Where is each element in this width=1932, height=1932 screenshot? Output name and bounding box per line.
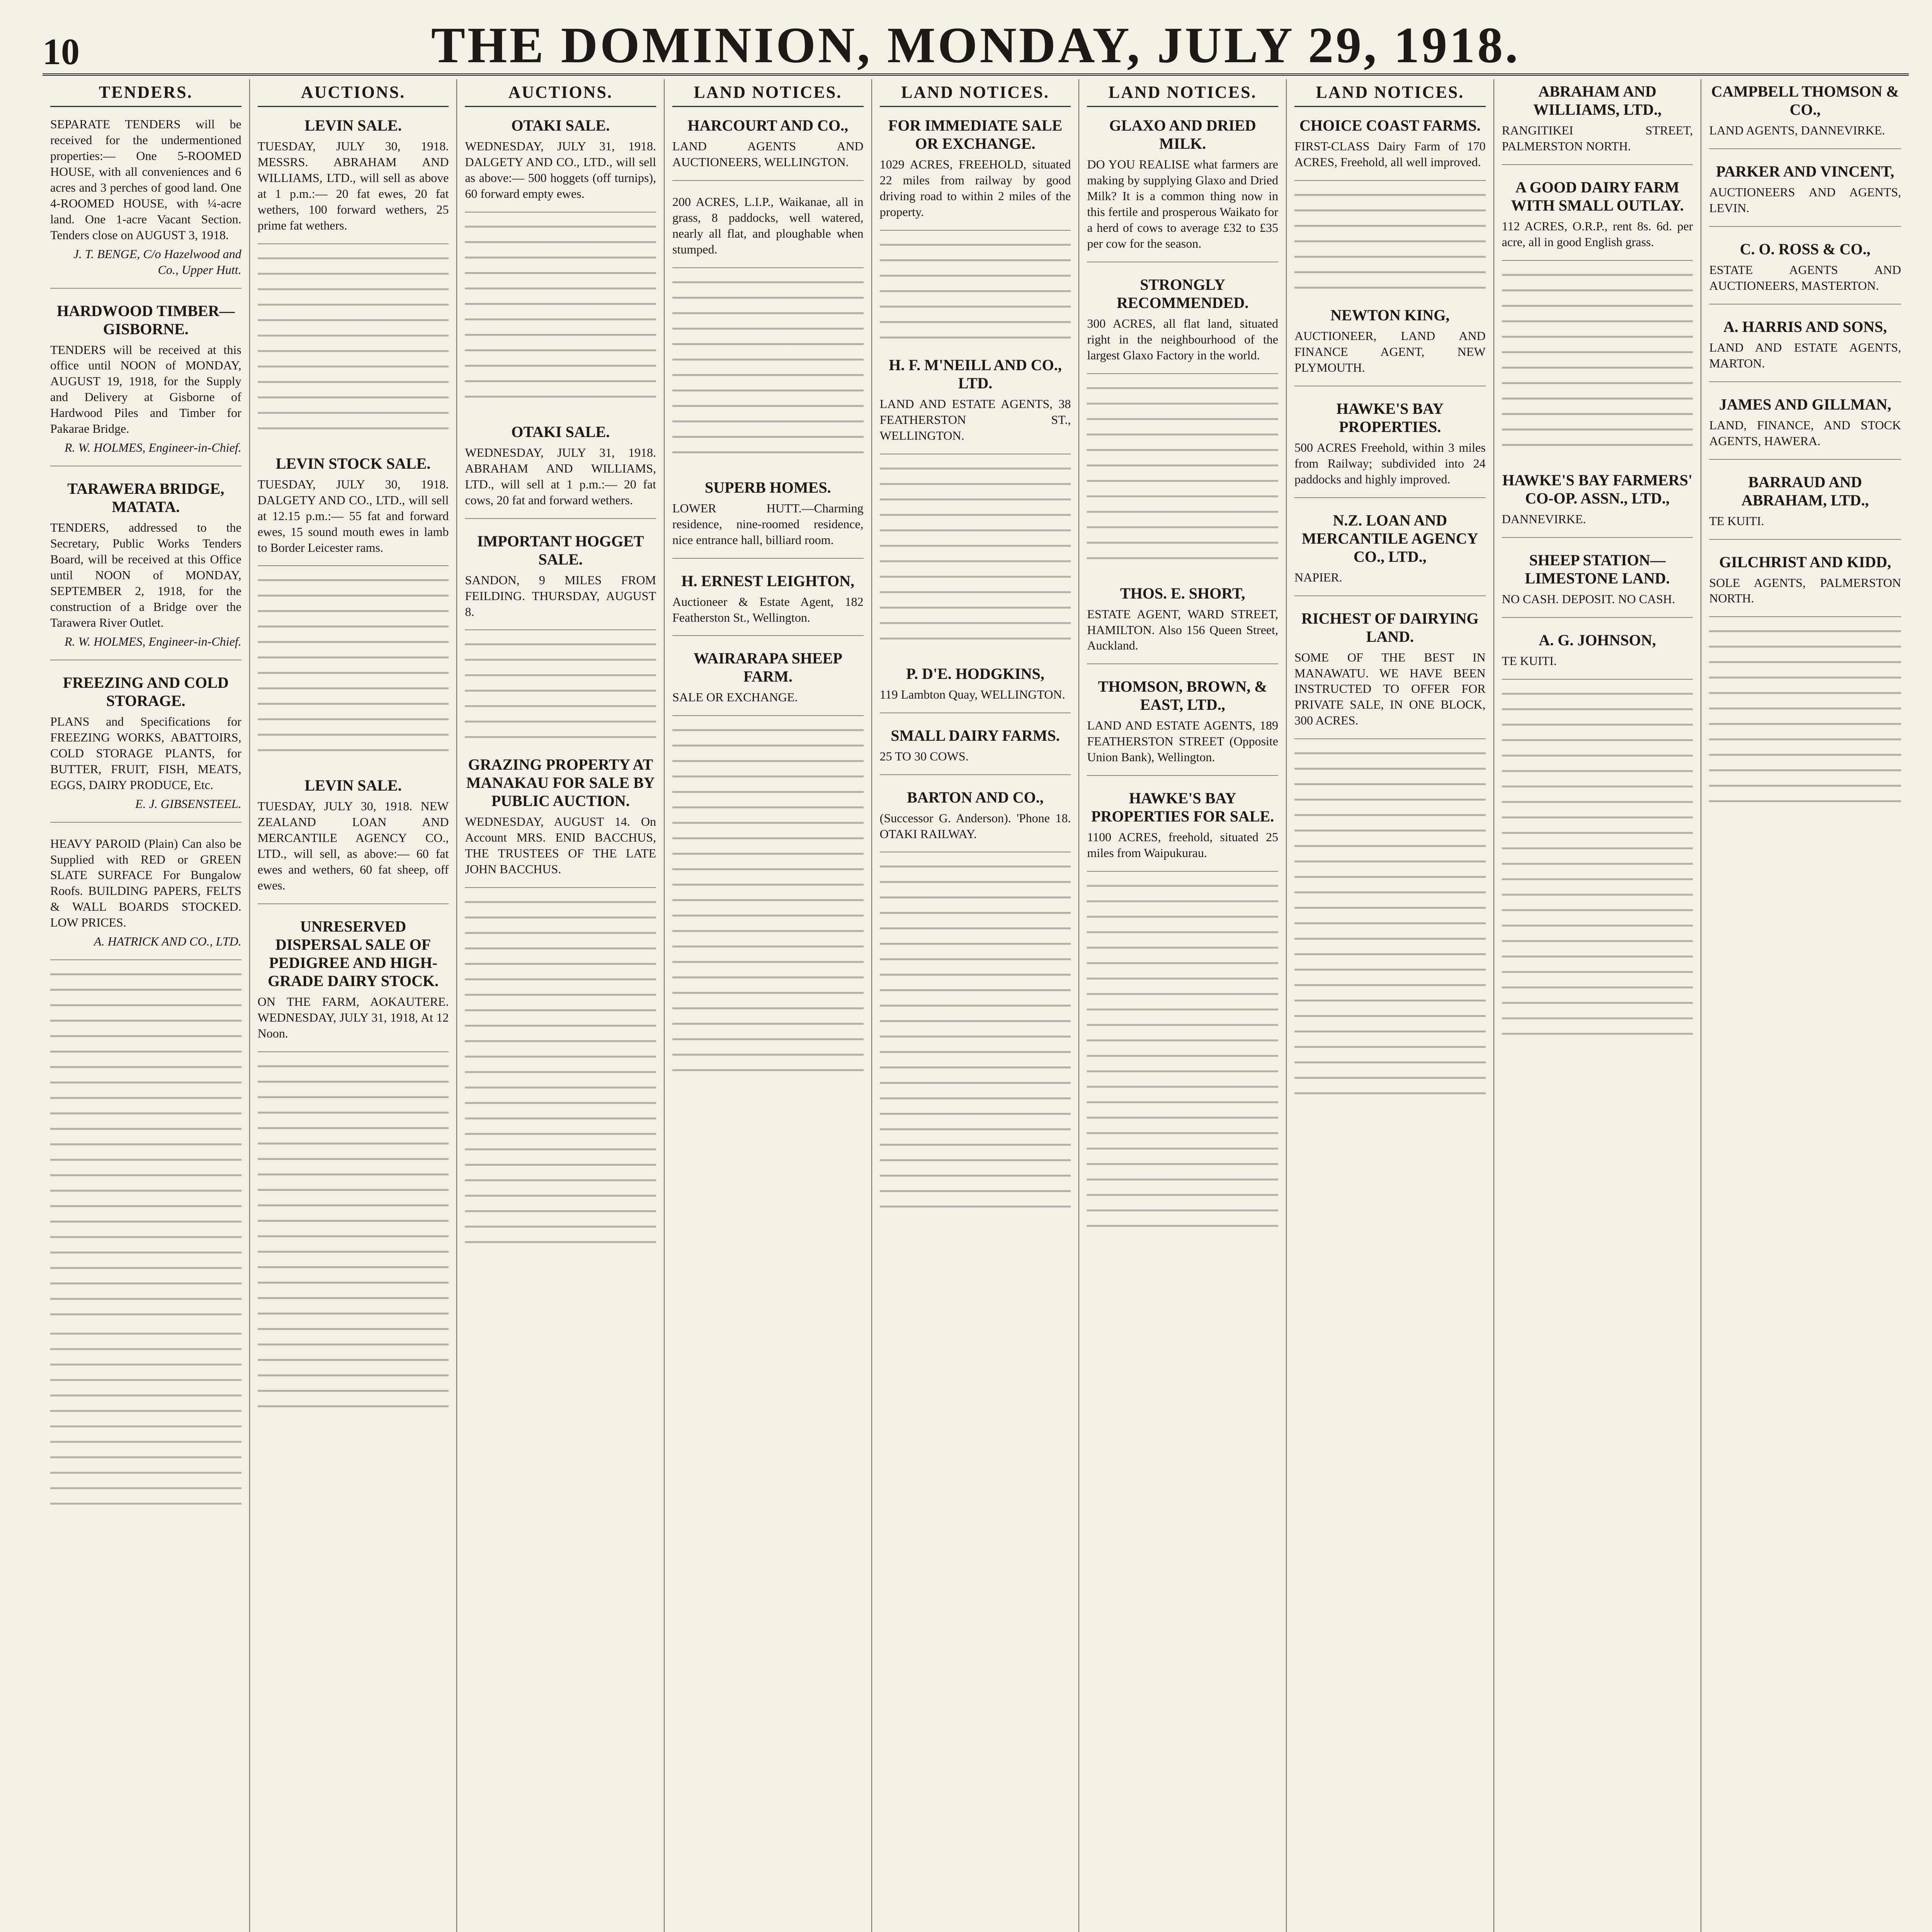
masthead: [43, 15, 1909, 76]
ad-body: 25 TO 30 COWS.: [879, 749, 969, 763]
column-land-notices-1: [665, 79, 872, 1932]
advertisement: [672, 572, 864, 636]
advertisement: [880, 788, 1071, 853]
ad-body: AUCTIONEERS AND AGENTS, LEVIN.: [1709, 185, 1901, 215]
advertisement: [1709, 473, 1901, 540]
column-heading: LAND NOTICES.: [880, 82, 1071, 107]
ad-title: C. O. ROSS & CO.,: [1740, 240, 1871, 258]
ad-title: STRONGLY RECOMMENDED.: [1117, 276, 1249, 311]
ad-title: OTAKI SALE.: [511, 423, 610, 440]
advertisement: [1709, 82, 1901, 149]
advertisement: [1502, 551, 1693, 618]
ad-title: A. G. JOHNSON,: [1539, 631, 1656, 649]
ad-body: RANGITIKEI STREET, PALMERSTON NORTH.: [1502, 123, 1693, 153]
column-auctions-2: [457, 79, 665, 1932]
advertisement: [1709, 553, 1901, 617]
column-heading: AUCTIONS.: [258, 82, 449, 107]
ad-body: PLANS and Specifications for FREEZING WORKS, ABATTOIRS, COLD STORAGE PLANTS, for BUTTER, FRUIT, FISH, MEATS, EGGS, DAIRY PRODUCE, Etc.: [50, 714, 242, 792]
ad-title: IMPORTANT HOGGET SALE.: [477, 532, 644, 568]
ad-title: GLAXO AND DRIED MILK.: [1109, 117, 1256, 152]
fine-print-block: [50, 1333, 242, 1518]
ad-body: (Successor G. Anderson). 'Phone 18. OTAKI RAILWAY.: [879, 811, 1071, 841]
fine-print-block: [1087, 885, 1278, 1233]
advertisement: [1087, 677, 1278, 776]
ad-body: DO YOU REALISE what farmers are making by supplying Glaxo and Dried Milk? It is a common thing now in this fertile and prosperous Waikato for a herd of cows to average £32 to £35 per cow for the season.: [1087, 157, 1278, 250]
ad-signature: E. J. GIBSENSTEEL.: [135, 796, 242, 811]
ad-body: Auctioneer & Estate Agent, 182 Featherston St., Wellington.: [672, 594, 864, 624]
ad-title: ABRAHAM AND WILLIAMS, LTD.,: [1533, 83, 1662, 118]
advertisement: [1502, 82, 1693, 165]
fine-print-block: [1502, 274, 1693, 459]
ad-body: LAND AGENTS AND AUCTIONEERS, WELLINGTON.: [672, 139, 864, 169]
ad-title: H. F. M'NEILL AND CO., LTD.: [889, 356, 1062, 392]
fine-print-block: [880, 244, 1071, 344]
ad-title: BARRAUD AND ABRAHAM, LTD.,: [1741, 473, 1869, 509]
ad-signature: J. T. BENGE, C/o Hazelwood and Co., Upper Hutt.: [73, 247, 242, 277]
ad-body: WEDNESDAY, AUGUST 14. On Account MRS. ENID BACCHUS, THE TRUSTEES OF THE LATE JOHN BACCHUS.: [465, 815, 656, 876]
fine-print-block: [258, 579, 449, 765]
fine-print-block: [1294, 194, 1486, 294]
ad-body: TENDERS will be received at this office until NOON of MONDAY, AUGUST 19, 1918, for the Supply and Delivery at Gisborne of Hardwood Piles and Timber for Pakarae Bridge.: [50, 342, 242, 436]
advertisement: [1709, 162, 1901, 227]
ad-title: HAWKE'S BAY PROPERTIES FOR SALE.: [1091, 789, 1274, 825]
ad-body: HEAVY PAROID (Plain) Can also be Supplied with RED or GREEN SLATE SURFACE For Bungalow Roofs. BUILDING PAPERS, FELTS & WALL BOARDS STOCKED. LOW PRICES.: [50, 836, 242, 930]
column-heading: AUCTIONS.: [465, 82, 656, 107]
column-land-notices-6: [1701, 79, 1909, 1932]
advertisement: [465, 116, 656, 213]
advertisement: [465, 423, 656, 519]
ad-title: RICHEST OF DAIRYING LAND.: [1301, 609, 1479, 645]
ad-body: WEDNESDAY, JULY 31, 1918. DALGETY AND CO., LTD., will sell as above:— 500 hoggets (off turnips), 60 forward empty ewes.: [465, 139, 656, 201]
advertisement: [1709, 395, 1901, 460]
column-land-notices-2: [872, 79, 1080, 1932]
ad-body: SALE OR EXCHANGE.: [672, 690, 798, 704]
ad-title: NEWTON KING,: [1330, 306, 1450, 324]
ad-title: A GOOD DAIRY FARM WITH SMALL OUTLAY.: [1511, 178, 1684, 214]
advertisement: [1294, 511, 1486, 596]
advertisement: [672, 649, 864, 716]
ad-title: THOS. E. SHORT,: [1120, 584, 1245, 602]
fine-print-block: [1087, 387, 1278, 573]
advertisement: [50, 480, 242, 660]
advertisement: [880, 726, 1071, 775]
fine-print-block: [672, 281, 864, 467]
ad-body: SOLE AGENTS, PALMERSTON NORTH.: [1709, 575, 1901, 605]
ad-body: AUCTIONEER, LAND AND FINANCE AGENT, NEW PLYMOUTH.: [1294, 328, 1486, 374]
column-land-notices-4: [1287, 79, 1494, 1932]
advertisement: [258, 917, 449, 1052]
advertisement: [1502, 471, 1693, 538]
ad-body: 500 ACRES Freehold, within 3 miles from Railway; subdivided into 24 paddocks and highly improved.: [1294, 440, 1486, 486]
ad-body: ON THE FARM, AOKAUTERE. WEDNESDAY, JULY 31, 1918, At 12 Noon.: [257, 995, 449, 1041]
ad-body: SANDON, 9 MILES FROM FEILDING. THURSDAY, AUGUST 8.: [465, 573, 656, 619]
advertisement: [672, 478, 864, 559]
advertisement: [258, 454, 449, 566]
ad-body: DANNEVIRKE.: [1502, 512, 1586, 526]
advertisement: [1087, 584, 1278, 665]
ad-title: LEVIN STOCK SALE.: [276, 454, 431, 472]
ad-title: HARDWOOD TIMBER—GISBORNE.: [57, 302, 235, 338]
ad-body: TE KUITI.: [1502, 653, 1557, 668]
advertisement: [880, 356, 1071, 454]
ad-body: TE KUITI.: [1709, 514, 1764, 528]
ad-body: LOWER HUTT.—Charming residence, nine-roomed residence, nice entrance hall, billiard room.: [672, 501, 864, 547]
ad-body: 1029 ACRES, FREEHOLD, situated 22 miles from railway by good driving road to within 2 miles of the property.: [879, 157, 1071, 219]
ad-title: OTAKI SALE.: [511, 117, 610, 134]
fine-print-block: [1502, 693, 1693, 1041]
advertisement: [1502, 178, 1693, 261]
ad-body: 1100 ACRES, freehold, situated 25 miles from Waipukurau.: [1087, 830, 1278, 860]
fine-print-block: [1294, 752, 1486, 1100]
advertisement: [1087, 116, 1278, 262]
advertisement: [880, 116, 1071, 231]
fine-print-block: [672, 729, 864, 1077]
ad-title: FREEZING AND COLD STORAGE.: [63, 673, 229, 709]
ad-title: HAWKE'S BAY FARMERS' CO-OP. ASSN., LTD.,: [1502, 471, 1692, 507]
fine-print-block: [258, 257, 449, 443]
advertisement: [1294, 116, 1486, 181]
ad-body: 200 ACRES, L.I.P., Waikanae, all in grass, 8 paddocks, well watered, nearly all flat, and ploughable when stumped.: [672, 194, 864, 256]
advertisement: [1502, 631, 1693, 680]
ad-signature: R. W. HOLMES, Engineer-in-Chief.: [64, 634, 242, 648]
ad-title: N.Z. LOAN AND MERCANTILE AGENCY CO., LTD.,: [1301, 511, 1478, 565]
column-tenders: [43, 79, 250, 1932]
newspaper-title: THE DOMINION, MONDAY, JULY 29, 1918.: [431, 17, 1520, 73]
advertisement: [1087, 789, 1278, 872]
ad-body: SEPARATE TENDERS will be received for the undermentioned properties:— One 5-ROOMED HOUSE, with all conveniences and 6 acres and 3 perches of good land. One 4-ROOMED HOUSE, with ¼-acre land. One 1-acre Vacant Section. Tenders close on AUGUST 3, 1918.: [50, 117, 242, 242]
ad-signature: R. W. HOLMES, Engineer-in-Chief.: [64, 440, 242, 455]
advertisement: [672, 116, 864, 181]
ad-body: ESTATE AGENTS AND AUCTIONEERS, MASTERTON.: [1709, 262, 1901, 293]
fine-print-block: [50, 973, 242, 1321]
ad-signature: A. HATRICK AND CO., LTD.: [94, 934, 242, 949]
ad-body: FIRST-CLASS Dairy Farm of 170 ACRES, Freehold, all well improved.: [1294, 139, 1486, 169]
ad-body: SOME OF THE BEST IN MANAWATU. WE HAVE BEEN INSTRUCTED TO OFFER FOR PRIVATE SALE, IN ONE BLOCK, 300 ACRES.: [1294, 650, 1486, 728]
ad-title: UNRESERVED DISPERSAL SALE OF PEDIGREE AND HIGH-GRADE DAIRY STOCK.: [267, 918, 439, 990]
ad-title: SHEEP STATION—LIMESTONE LAND.: [1525, 551, 1670, 587]
column-land-notices-3: [1079, 79, 1287, 1932]
ad-body: 300 ACRES, all flat land, situated right in the neighbourhood of the largest Glaxo Factory in the world.: [1087, 316, 1278, 362]
ad-body: LAND, FINANCE, AND STOCK AGENTS, HAWERA.: [1709, 418, 1901, 448]
column-heading: LAND NOTICES.: [672, 82, 864, 107]
column-heading: LAND NOTICES.: [1087, 82, 1278, 107]
ad-body: 112 ACRES, O.R.P., rent 8s. 6d. per acre, all in good English grass.: [1502, 219, 1693, 249]
column-heading: LAND NOTICES.: [1294, 82, 1486, 107]
ad-title: WAIRARAPA SHEEP FARM.: [693, 650, 842, 685]
column-land-notices-5: [1494, 79, 1702, 1932]
ad-title: TARAWERA BRIDGE, MATATA.: [67, 480, 224, 516]
advertisement: [1087, 276, 1278, 374]
advertisement: [465, 755, 656, 888]
advertisement: [672, 194, 864, 268]
ad-body: 119 Lambton Quay, WELLINGTON.: [879, 687, 1065, 701]
ad-body: TUESDAY, JULY 30, 1918. MESSRS. ABRAHAM AND WILLIAMS, LTD., will sell as above at 1 p.m.:— 20 fat ewes, 20 fat wethers, 100 forward wethers, 25 prime fat wethers.: [257, 139, 449, 232]
ad-body: TUESDAY, JULY 30, 1918. NEW ZEALAND LOAN AND MERCANTILE AGENCY CO., LTD., will sell, as above:— 60 fat ewes and wethers, 60 fat sheep, off ewes.: [257, 799, 449, 893]
advertisement: [1709, 240, 1901, 304]
ad-title: BARTON AND CO.,: [907, 788, 1044, 806]
advertisement: [1709, 318, 1901, 382]
ad-title: LEVIN SALE.: [304, 117, 402, 134]
ad-title: JAMES AND GILLMAN,: [1719, 395, 1891, 413]
ad-title: CAMPBELL THOMSON & CO.,: [1711, 83, 1899, 118]
fine-print-block: [465, 901, 656, 1249]
advertisement: [465, 532, 656, 631]
ad-body: TENDERS, addressed to the Secretary, Public Works Tenders Board, will be received at this Office until NOON of MONDAY, SEPTEMBER 2, 1918, for the construction of a Bridge over the Tarawera River Outlet.: [50, 520, 242, 629]
advertisement: [1294, 609, 1486, 740]
ad-body: TUESDAY, JULY 30, 1918. DALGETY AND CO., LTD., will sell at 12.15 p.m.:— 55 fat and forward ewes, 15 sound mouth ewes in lamb to Border Leicester rams.: [257, 477, 449, 554]
ad-title: HAWKE'S BAY PROPERTIES.: [1336, 400, 1444, 435]
ad-body: LAND AND ESTATE AGENTS, MARTON.: [1709, 340, 1901, 370]
column-auctions-1: [250, 79, 457, 1932]
advertisement: [258, 116, 449, 244]
ad-title: A. HARRIS AND SONS,: [1723, 318, 1887, 335]
ad-title: SUPERB HOMES.: [704, 478, 831, 496]
column-heading: TENDERS.: [50, 82, 242, 107]
fine-print-block: [880, 468, 1071, 653]
ad-title: LEVIN SALE.: [304, 777, 402, 794]
ad-title: GRAZING PROPERTY AT MANAKAU FOR SALE BY PUBLIC AUCTION.: [466, 756, 655, 810]
ad-title: HARCOURT AND CO.,: [687, 117, 849, 134]
page-columns: [43, 79, 1909, 1932]
ad-body: NO CASH. DEPOSIT. NO CASH.: [1502, 592, 1675, 606]
fine-print-block: [880, 866, 1071, 1213]
advertisement: [880, 665, 1071, 713]
advertisement: [50, 673, 242, 823]
ad-title: THOMSON, BROWN, & EAST, LTD.,: [1098, 678, 1267, 714]
ad-title: CHOICE COAST FARMS.: [1299, 117, 1481, 134]
ad-body: WEDNESDAY, JULY 31, 1918. ABRAHAM AND WILLIAMS, LTD., will sell at 1 p.m.:— 20 fat cows, 20 fat and forward wethers.: [465, 445, 656, 507]
ad-body: LAND AND ESTATE AGENTS, 189 FEATHERSTON STREET (Opposite Union Bank), Wellington.: [1087, 718, 1278, 764]
advertisement: [1294, 306, 1486, 386]
advertisement: [1294, 400, 1486, 498]
ad-title: H. ERNEST LEIGHTON,: [681, 572, 855, 590]
fine-print-block: [465, 226, 656, 411]
advertisement: [258, 776, 449, 904]
ad-body: ESTATE AGENT, WARD STREET, HAMILTON. Also 156 Queen Street, Auckland.: [1087, 607, 1278, 653]
ad-title: P. D'E. HODGKINS,: [906, 665, 1044, 682]
fine-print-block: [258, 1065, 449, 1413]
ad-title: GILCHRIST AND KIDD,: [1719, 553, 1891, 571]
advertisement: [50, 836, 242, 961]
ad-body: LAND AGENTS, DANNEVIRKE.: [1709, 123, 1885, 137]
ad-title: PARKER AND VINCENT,: [1716, 162, 1895, 180]
advertisement: [50, 116, 242, 289]
ad-body: NAPIER.: [1294, 570, 1342, 584]
advertisement: [50, 302, 242, 467]
page-number: 10: [43, 31, 80, 72]
ad-title: FOR IMMEDIATE SALE OR EXCHANGE.: [888, 117, 1063, 152]
fine-print-block: [1709, 630, 1901, 816]
fine-print-block: [465, 643, 656, 744]
ad-body: LAND AND ESTATE AGENTS, 38 FEATHERSTON ST., WELLINGTON.: [879, 396, 1071, 442]
ad-title: SMALL DAIRY FARMS.: [891, 726, 1060, 744]
